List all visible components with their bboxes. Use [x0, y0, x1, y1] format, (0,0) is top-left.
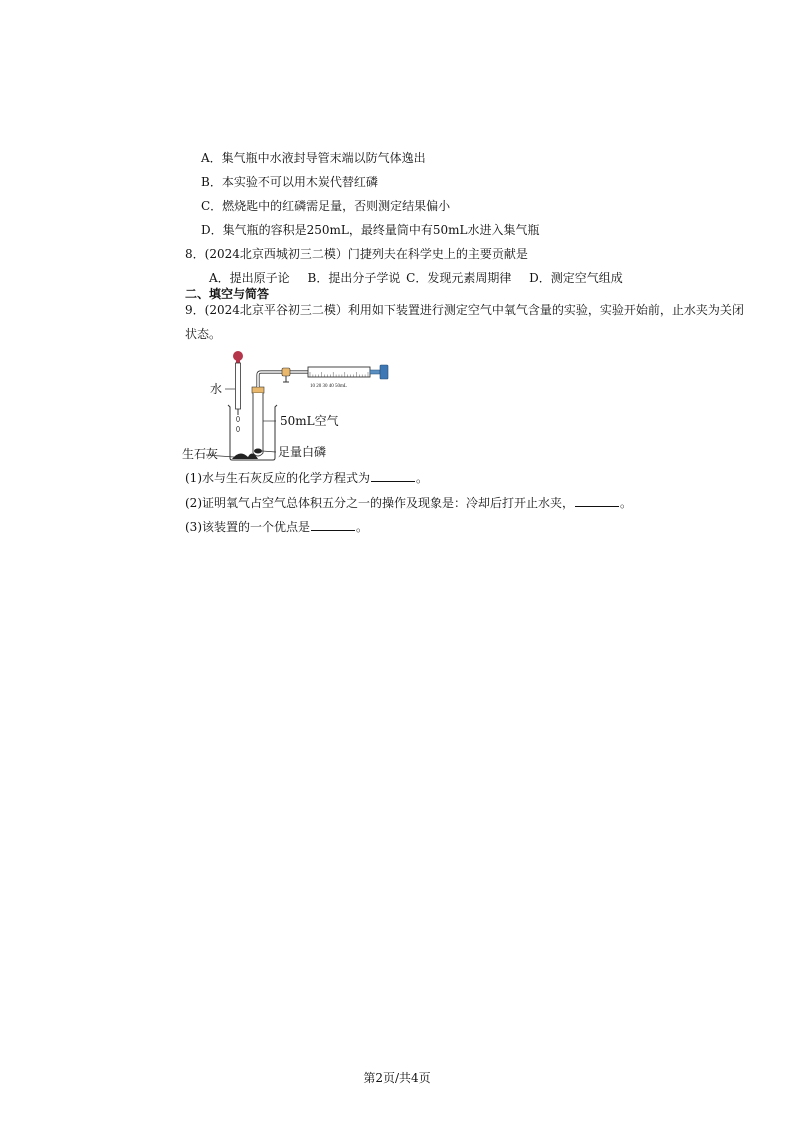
page-footer: 第2页/共4页	[363, 1071, 431, 1085]
section-title: 二、填空与简答	[185, 287, 270, 301]
q9-sub3	[185, 519, 368, 535]
label-air: 50mL空气	[280, 414, 339, 428]
stopper	[252, 387, 264, 393]
q9-sub2-end: 。	[620, 496, 633, 510]
q7-option-b: B．本实验不可以用木炭代替红磷	[201, 175, 378, 189]
label-water: 水	[210, 382, 223, 396]
syringe-plunger-head	[380, 365, 388, 379]
syringe-plunger-rod	[370, 370, 380, 374]
q9-sub3-end: 。	[356, 520, 369, 534]
experiment-apparatus-figure	[178, 345, 408, 465]
q8-option-c: C．发现元素周期律	[406, 271, 512, 285]
q9-sub2	[185, 495, 632, 511]
white-phosphorus	[254, 449, 262, 454]
q9-sub1-text: (1)水与生石灰反应的化学方程式为	[185, 471, 370, 485]
q8-option-b: B．提出分子学说	[307, 271, 401, 285]
q9-sub1-end: 。	[416, 471, 429, 485]
q9-sub1	[185, 470, 428, 486]
q8-stem: 8．(2024北京西城初三二模）门捷列夫在科学史上的主要贡献是	[185, 247, 528, 261]
q9-sub2-text: (2)证明氧气占空气总体积五分之一的操作及现象是：冷却后打开止水夹，	[185, 496, 575, 510]
q9-sub1-answer-blank	[371, 470, 415, 482]
q7-option-d: D．集气瓶的容积是250mL，最终量筒中有50mL水进入集气瓶	[201, 223, 540, 237]
q8-option-a: A．提出原子论	[209, 271, 290, 285]
test-tube	[253, 393, 263, 456]
syringe-scale-label: 10 20 30 40 50mL	[310, 384, 347, 389]
q9-sub3-answer-blank	[311, 519, 355, 531]
dropper-tube	[236, 363, 241, 409]
label-phosphorus: 足量白磷	[278, 445, 327, 459]
q9-stem-line2: 状态。	[185, 327, 222, 341]
label-quicklime: 生石灰	[182, 447, 219, 461]
q9-sub3-text: (3)该装置的一个优点是	[185, 520, 310, 534]
q7-option-a: A．集气瓶中水液封导管末端以防气体逸出	[201, 151, 426, 165]
water-stop-clamp	[282, 368, 290, 376]
q9-stem-line1: 9．(2024北京平谷初三二模）利用如下装置进行测定空气中氧气含量的实验，实验开始前，止水夹为关闭	[185, 303, 744, 317]
q7-option-c: C．燃烧匙中的红磷需足量，否则测定结果偏小	[201, 199, 451, 213]
q8-options	[209, 270, 637, 286]
q9-sub2-answer-blank	[575, 495, 619, 507]
q8-option-d: D．测定空气组成	[529, 271, 623, 285]
